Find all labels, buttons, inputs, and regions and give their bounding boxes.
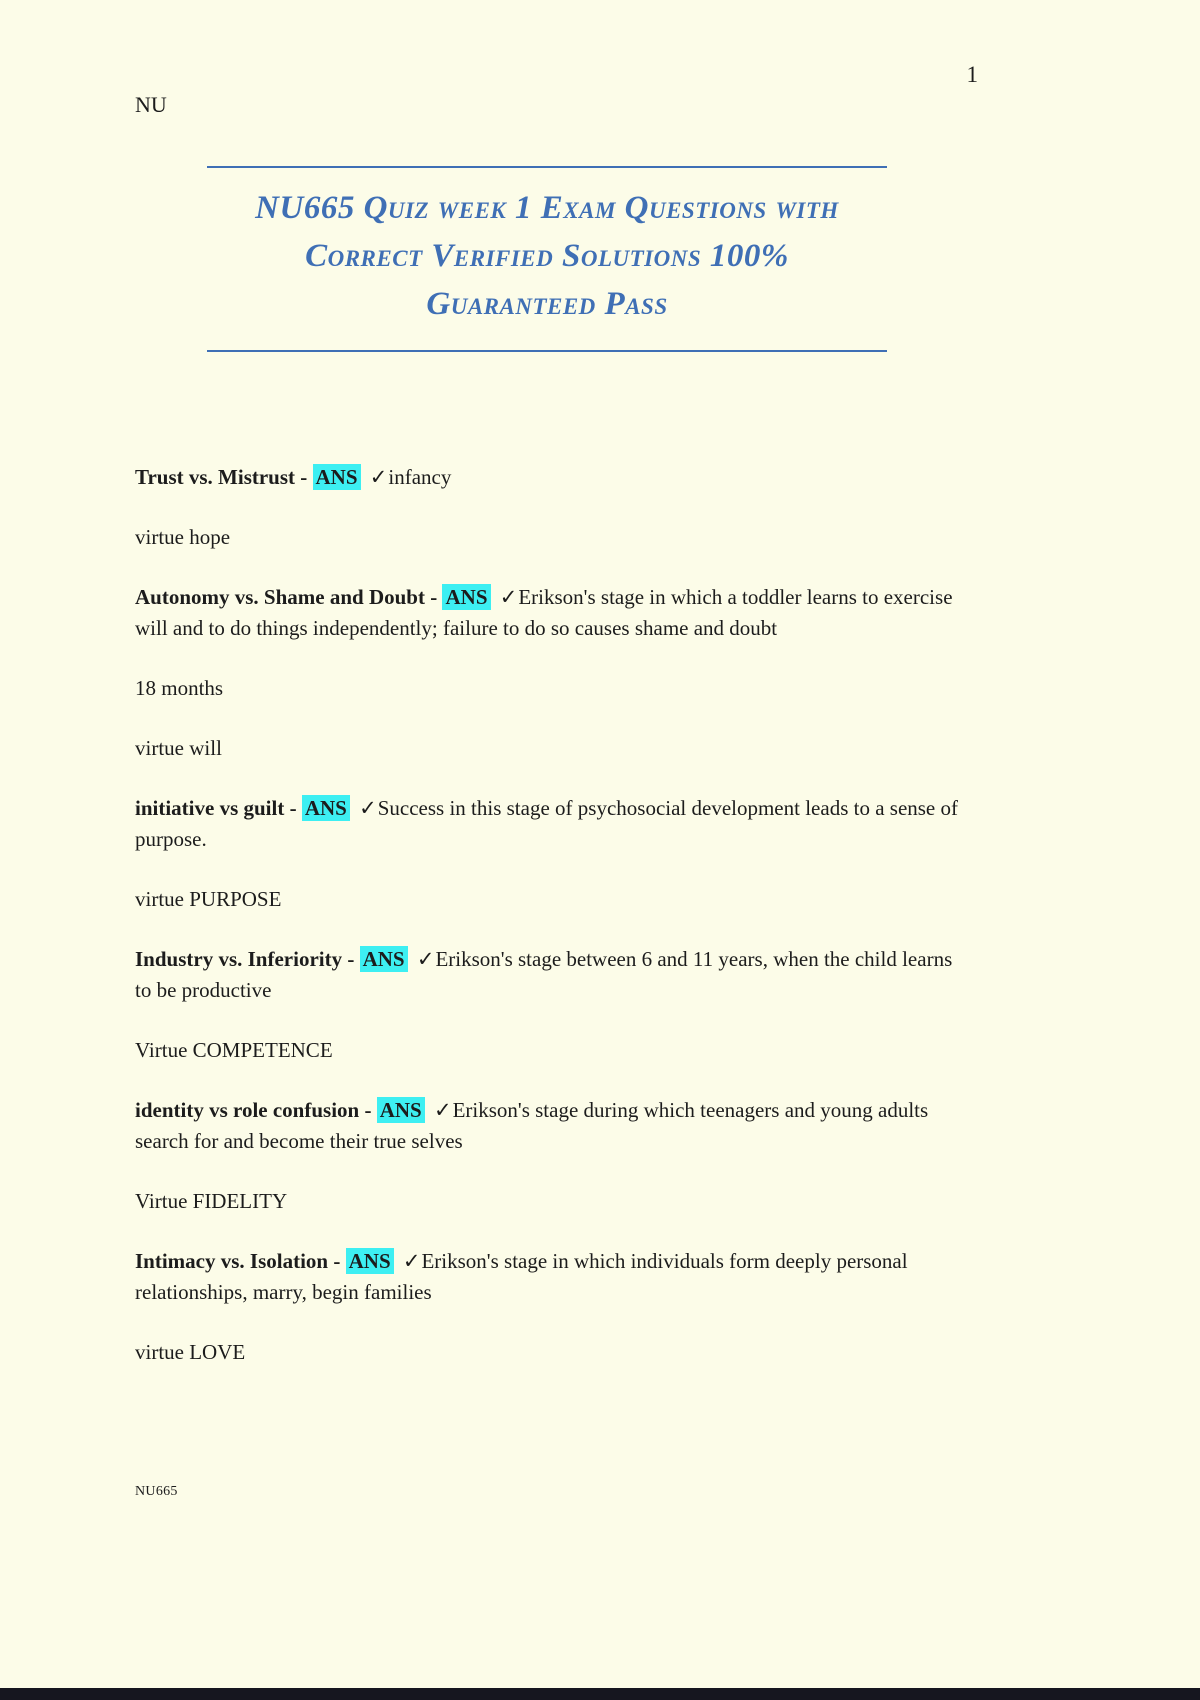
qa-entry (135, 944, 967, 1006)
check-icon: ✓ (402, 1249, 421, 1273)
note-paragraph: Virtue COMPETENCE (135, 1038, 333, 1062)
question-term: Trust vs. Mistrust - (135, 465, 308, 489)
title-block (207, 166, 887, 352)
check-icon: ✓ (416, 947, 435, 971)
header-text: NU (135, 92, 167, 117)
check-icon: ✓ (499, 585, 518, 609)
question-term: Autonomy vs. Shame and Doubt - (135, 585, 438, 609)
question-term: Industry vs. Inferiority - (135, 947, 355, 971)
answer-text: Erikson's stage in which individuals form deeply personal relationships, marry, begin families (135, 1249, 908, 1304)
question-term: Intimacy vs. Isolation - (135, 1249, 341, 1273)
footer-text: NU665 (135, 1484, 178, 1499)
ans-highlight: ANS (346, 1248, 394, 1274)
question-term: identity vs role confusion - (135, 1098, 372, 1122)
check-icon: ✓ (369, 465, 388, 489)
ans-highlight: ANS (377, 1097, 425, 1123)
qa-entry (135, 1095, 967, 1157)
answer-text: Erikson's stage during which teenagers and young adults search for and become their true selves (135, 1098, 929, 1153)
document-body (135, 462, 967, 1397)
note-paragraph: 18 months (135, 676, 224, 700)
qa-entry (135, 1246, 967, 1308)
answer-text: Erikson's stage in which a toddler learns to exercise will and to do things independently; failure to do so causes shame and doubt (135, 585, 953, 640)
qa-entry (135, 793, 967, 855)
note-paragraph: virtue hope (135, 525, 231, 549)
ans-highlight: ANS (313, 464, 361, 490)
ans-highlight: ANS (302, 795, 350, 821)
note-paragraph: virtue PURPOSE (135, 887, 282, 911)
page-number: 1 (966, 62, 978, 87)
document-title-line-1: NU665 Quiz week 1 Exam Questions with (255, 190, 839, 226)
document-title-line-2: Correct Verified Solutions 100% (305, 238, 789, 274)
qa-entry (135, 582, 967, 644)
bottom-bar (0, 1688, 1200, 1700)
document-title-line-3: Guaranteed Pass (426, 286, 668, 322)
question-term: initiative vs guilt - (135, 796, 297, 820)
answer-text: Success in this stage of psychosocial development leads to a sense of purpose. (135, 796, 958, 851)
ans-highlight: ANS (360, 946, 408, 972)
note-paragraph: virtue will (135, 736, 222, 760)
check-icon: ✓ (359, 796, 377, 820)
ans-highlight: ANS (442, 584, 490, 610)
qa-entry (135, 462, 967, 493)
note-paragraph: virtue LOVE (135, 1340, 246, 1364)
answer-text: Erikson's stage between 6 and 11 years, when the child learns to be productive (135, 947, 953, 1002)
note-paragraph: Virtue FIDELITY (135, 1189, 288, 1213)
check-icon: ✓ (433, 1098, 452, 1122)
answer-text: infancy (388, 465, 452, 489)
